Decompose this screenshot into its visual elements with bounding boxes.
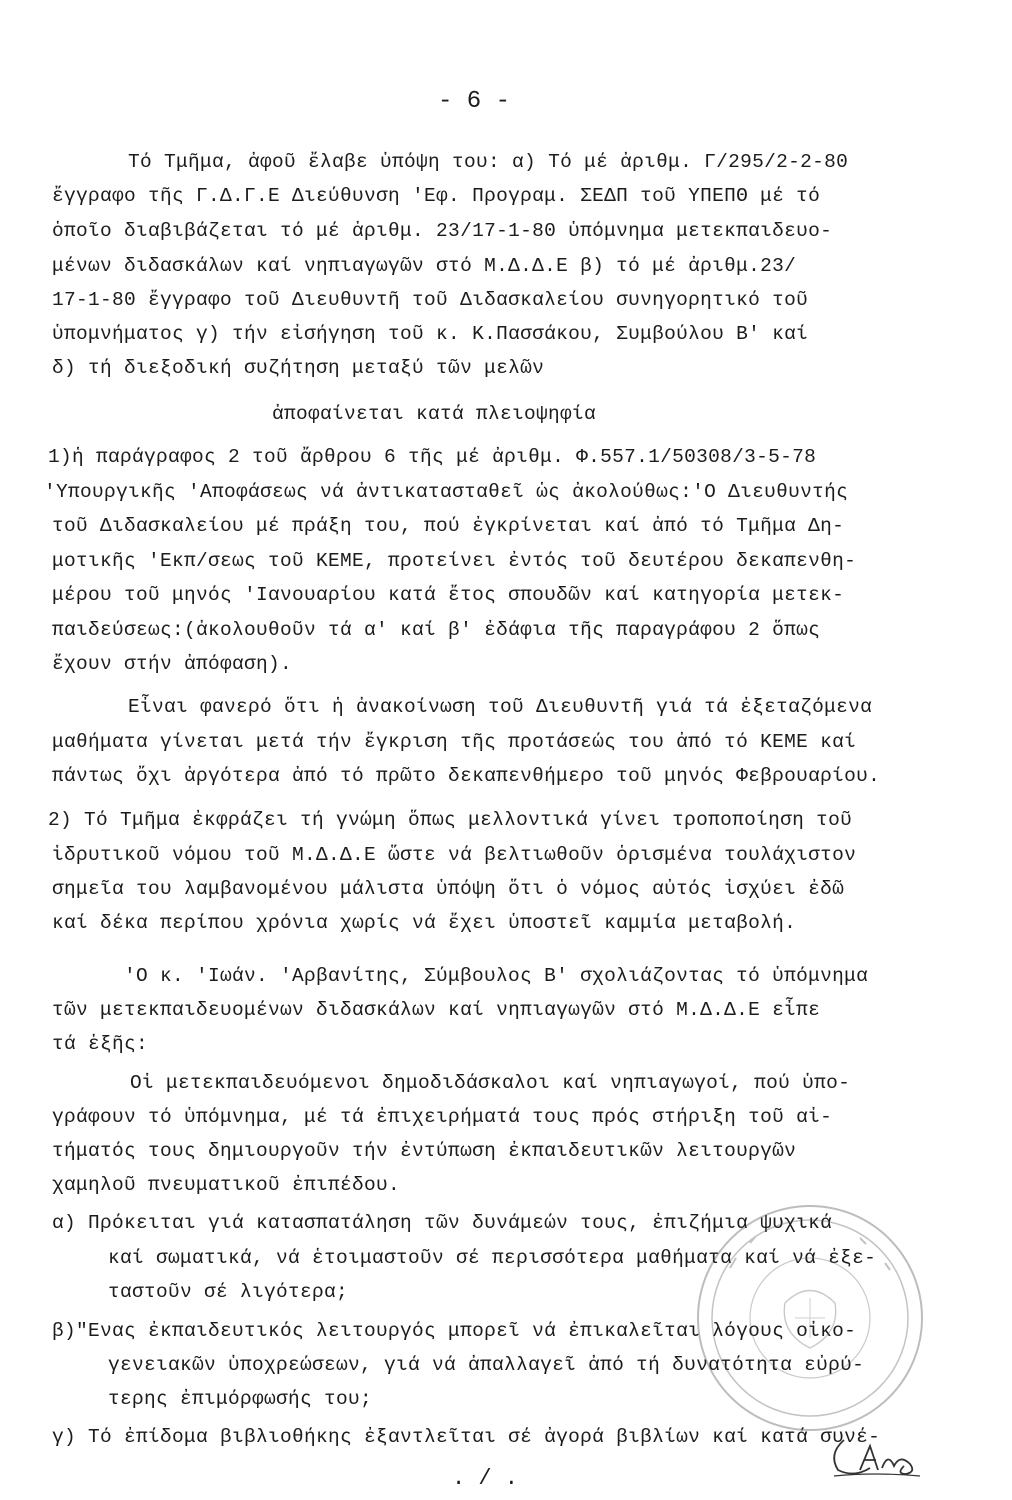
text-line: 17-1-80 ἔγγραφο τοῦ Διευθυντῆ τοῦ Διδασκαλείου συνηγορητικό τοῦ xyxy=(52,289,809,311)
text-line: μοτικῆς 'Εκπ/σεως τοῦ ΚΕΜΕ, προτείνει ἐντός τοῦ δευτέρου δεκαπενθη- xyxy=(52,550,857,572)
text-line: γ) Τό ἐπίδομα βιβλιοθήκης ἐξαντλεῖται σέ ἀγορά βιβλίων καί κατά συνέ- xyxy=(52,1426,881,1448)
signature-initials xyxy=(824,1432,924,1480)
text-line: τῶν μετεκπαιδευομένων διδασκάλων καί νηπιαγωγῶν στό Μ.Δ.Δ.Ε εἶπε xyxy=(52,999,821,1021)
text-line: γράφουν τό ὑπόμνημα, μέ τά ἐπιχειρήματά τους πρός στήριξη τοῦ αἰ- xyxy=(52,1106,833,1128)
text-line: γενειακῶν ὑποχρεώσεων, γιά νά ἀπαλλαγεῖ ἀπό τή δυνατότητα εὐρύ- xyxy=(108,1354,865,1376)
text-line: ἱδρυτικοῦ νόμου τοῦ Μ.Δ.Δ.Ε ὥστε νά βελτιωθοῦν ὁρισμένα τουλάχιστον xyxy=(52,844,857,866)
text-line: Τό Τμῆμα, ἀφοῦ ἔλαβε ὑπόψη του: α) Τό μέ ἀριθμ. Γ/295/2-2-80 xyxy=(128,151,849,173)
text-line: τά ἑξῆς: xyxy=(52,1033,149,1055)
text-line: ταστοῦν σέ λιγότερα; xyxy=(108,1281,349,1303)
text-line: παιδεύσεως:(ἀκολουθοῦν τά α' καί β' ἐδάφια τῆς παραγράφου 2 ὅπως xyxy=(52,619,821,641)
text-line: ἔχουν στήν ἀπόφαση). xyxy=(52,653,293,675)
text-line: μέρου τοῦ μηνός 'Ιανουαρίου κατά ἔτος σπουδῶν καί κατηγορία μετεκ- xyxy=(52,584,845,606)
text-line: ὑπομνήματος γ) τήν εἰσήγηση τοῦ κ. Κ.Πασσάκου, Συμβούλου Β' καί xyxy=(52,323,809,345)
text-line: 2) Τό Τμῆμα ἐκφράζει τή γνώμη ὅπως μελλοντικά γίνει τροποποίηση τοῦ xyxy=(48,809,853,831)
text-line: δ) τή διεξοδική συζήτηση μεταξύ τῶν μελῶν xyxy=(52,357,545,379)
text-line: καί δέκα περίπου χρόνια χωρίς νά ἔχει ὑποστεῖ καμμία μεταβολή. xyxy=(52,912,797,934)
text-line: Εἶναι φανερό ὅτι ἡ ἀνακοίνωση τοῦ Διευθυντῆ γιά τά ἐξεταζόμενα xyxy=(128,696,873,718)
text-line: Οἱ μετεκπαιδευόμενοι δημοδιδάσκαλοι καί νηπιαγωγοί, πού ὑπο- xyxy=(130,1072,851,1094)
text-line: σημεῖα του λαμβανομένου μάλιστα ὑπόψη ὅτι ὁ νόμος αὐτός ἰσχύει ἐδῶ xyxy=(52,878,845,900)
text-line: ὁποῖο διαβιβάζεται τό μέ ἀριθμ. 23/17-1-80 ὑπόμνημα μετεκπαιδευο- xyxy=(52,220,833,242)
text-line: 'Υπουργικῆς 'Αποφάσεως νά ἀντικατασταθεῖ ὡς ἀκολούθως:'Ο Διευθυντής xyxy=(44,481,849,503)
text-line: β)"Ενας ἐκπαιδευτικός λειτουργός μπορεῖ νά ἐπικαλεῖται λόγους οἰκο- xyxy=(52,1320,857,1342)
official-stamp xyxy=(690,1198,930,1438)
page-number: - 6 - xyxy=(438,88,511,115)
continuation-mark: . / . xyxy=(452,1466,519,1491)
text-line: ἔγγραφο τῆς Γ.Δ.Γ.Ε Διεύθυνση 'Εφ. Προγραμ. ΣΕΔΠ τοῦ ΥΠΕΠΘ μέ τό xyxy=(52,185,821,207)
text-line: καί σωματικά, νά ἑτοιμαστοῦν σέ περισσότερα μαθήματα καί νά ἐξε- xyxy=(108,1247,877,1269)
text-line: α) Πρόκειται γιά κατασπατάληση τῶν δυνάμεών τους, ἐπιζήμια ψυχικά xyxy=(52,1212,833,1234)
decision-heading: ἀποφαίνεται κατά πλειοψηφία xyxy=(272,403,597,425)
text-line: μένων διδασκάλων καί νηπιαγωγῶν στό Μ.Δ.Δ.Ε β) τό μέ ἀριθμ.23/ xyxy=(52,255,797,277)
text-line: τοῦ Διδασκαλείου μέ πράξη του, πού ἐγκρίνεται καί ἀπό τό Τμῆμα Δη- xyxy=(52,515,845,537)
text-line: 'Ο κ. 'Ιωάν. 'Αρβανίτης, Σύμβουλος Β' σχολιάζοντας τό ὑπόμνημα xyxy=(124,965,869,987)
text-line: χαμηλοῦ πνευματικοῦ ἐπιπέδου. xyxy=(52,1174,401,1196)
text-line: τερης ἐπιμόρφωσής του; xyxy=(108,1388,373,1410)
text-line: τήματός τους δημιουργοῦν τήν ἐντύπωση ἐκπαιδευτικῶν λειτουργῶν xyxy=(52,1140,797,1162)
text-line: πάντως ὄχι ἀργότερα ἀπό τό πρῶτο δεκαπενθήμερο τοῦ μηνός Φεβρουαρίου. xyxy=(52,765,881,787)
text-line: 1)ἡ παράγραφος 2 τοῦ ἄρθρου 6 τῆς μέ ἀριθμ. Φ.557.1/50308/3-5-78 xyxy=(48,446,817,468)
text-line: μαθήματα γίνεται μετά τήν ἔγκριση τῆς προτάσεώς του ἀπό τό ΚΕΜΕ καί xyxy=(52,731,857,753)
